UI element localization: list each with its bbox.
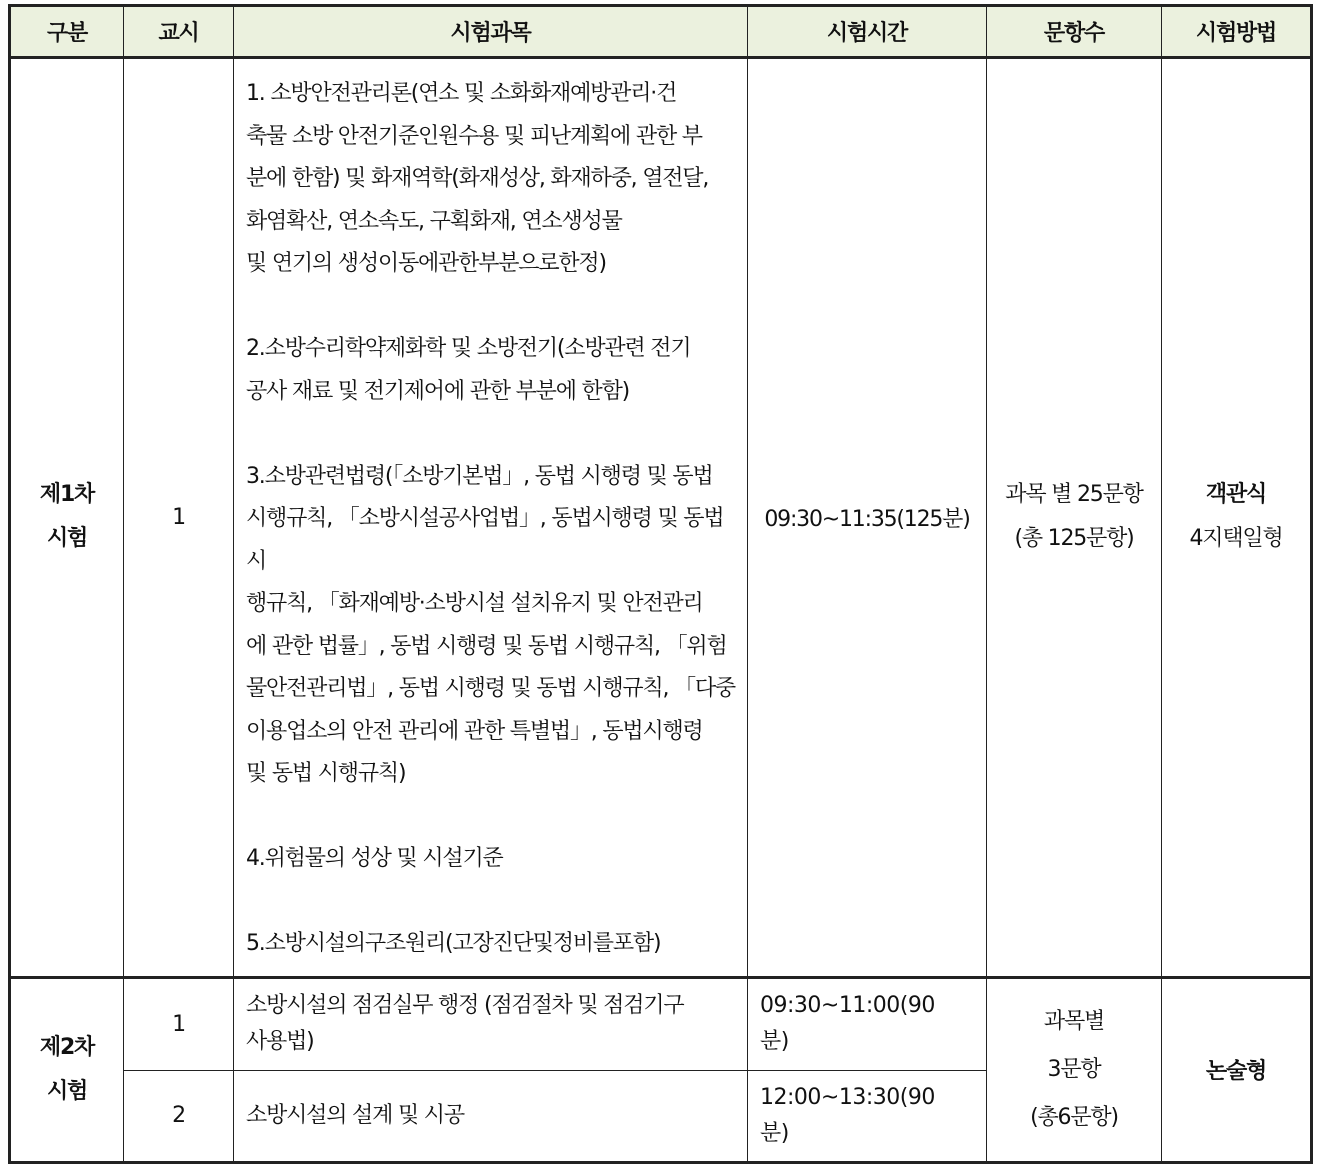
header-time: 시험시간 xyxy=(748,6,987,58)
exam1-count: 과목 별 25문항 (총 125문항) xyxy=(987,58,1162,978)
header-category: 구분 xyxy=(10,6,124,58)
exam2-row-1 xyxy=(10,977,1312,1070)
exam2-subject-1: 소방시설의 점검실무 행정 (점검절차 및 점검기구 사용법) xyxy=(234,977,748,1070)
exam1-method: 객관식 4지택일형 xyxy=(1162,58,1312,978)
exam2-count: 과목별 3문항 (총6문항) xyxy=(987,977,1162,1162)
exam1-time: 09:30~11:35(125분) xyxy=(748,58,987,978)
exam2-method: 논술형 xyxy=(1162,977,1312,1162)
exam2-category: 제2차 시험 xyxy=(10,977,124,1162)
exam1-row xyxy=(10,58,1312,978)
exam2-time-1: 09:30~11:00(90 분) xyxy=(748,977,987,1070)
header-count: 문항수 xyxy=(987,6,1162,58)
header-period: 교시 xyxy=(124,6,234,58)
exam1-period: 1 xyxy=(124,58,234,978)
header-method: 시험방법 xyxy=(1162,6,1312,58)
exam1-category: 제1차 시험 xyxy=(10,58,124,978)
header-row xyxy=(10,6,1312,58)
exam2-period-2: 2 xyxy=(124,1070,234,1162)
exam-schedule-table xyxy=(8,4,1313,1164)
exam2-subject-2: 소방시설의 설계 및 시공 xyxy=(234,1070,748,1162)
exam2-time-2: 12:00~13:30(90 분) xyxy=(748,1070,987,1162)
exam2-period-1: 1 xyxy=(124,977,234,1070)
header-subject: 시험과목 xyxy=(234,6,748,58)
exam1-subjects: 1. 소방안전관리론(연소 및 소화화재예방관리·건 축물 소방 안전기준인원수용 및 피난계획에 관한 부 분에 한함) 및 화재역학(화재성상, 화재하중, 열전달, 화염확산, 연소속도, 구획화재, 연소생성물 및 연기의 생성이동에관한부분으로한정) 2.소방수리학약제화학 및 소방전기(소방관련 전기 공사 재료 및 전기제어에 관한 부분에 한함) 3.소방관련법령(「소방기본법」, 동법 시행령 및 동법 시행규칙, 「소방시설공사업법」, 동법시행령 및 동법시 행규칙, 「화재예방·소방시설 설치유지 및 안전관리 에 관한 법률」, 동법 시행령 및 동법 시행규칙, 「위험 물안전관리법」, 동법 시행령 및 동법 시행규칙, 「다중 이용업소의 안전 관리에 관한 특별법」, 동법시행령 및 동법 시행규칙) 4.위험물의 성상 및 시설기준 5.소방시설의구조원리(고장진단및정비를포함) xyxy=(234,58,748,978)
